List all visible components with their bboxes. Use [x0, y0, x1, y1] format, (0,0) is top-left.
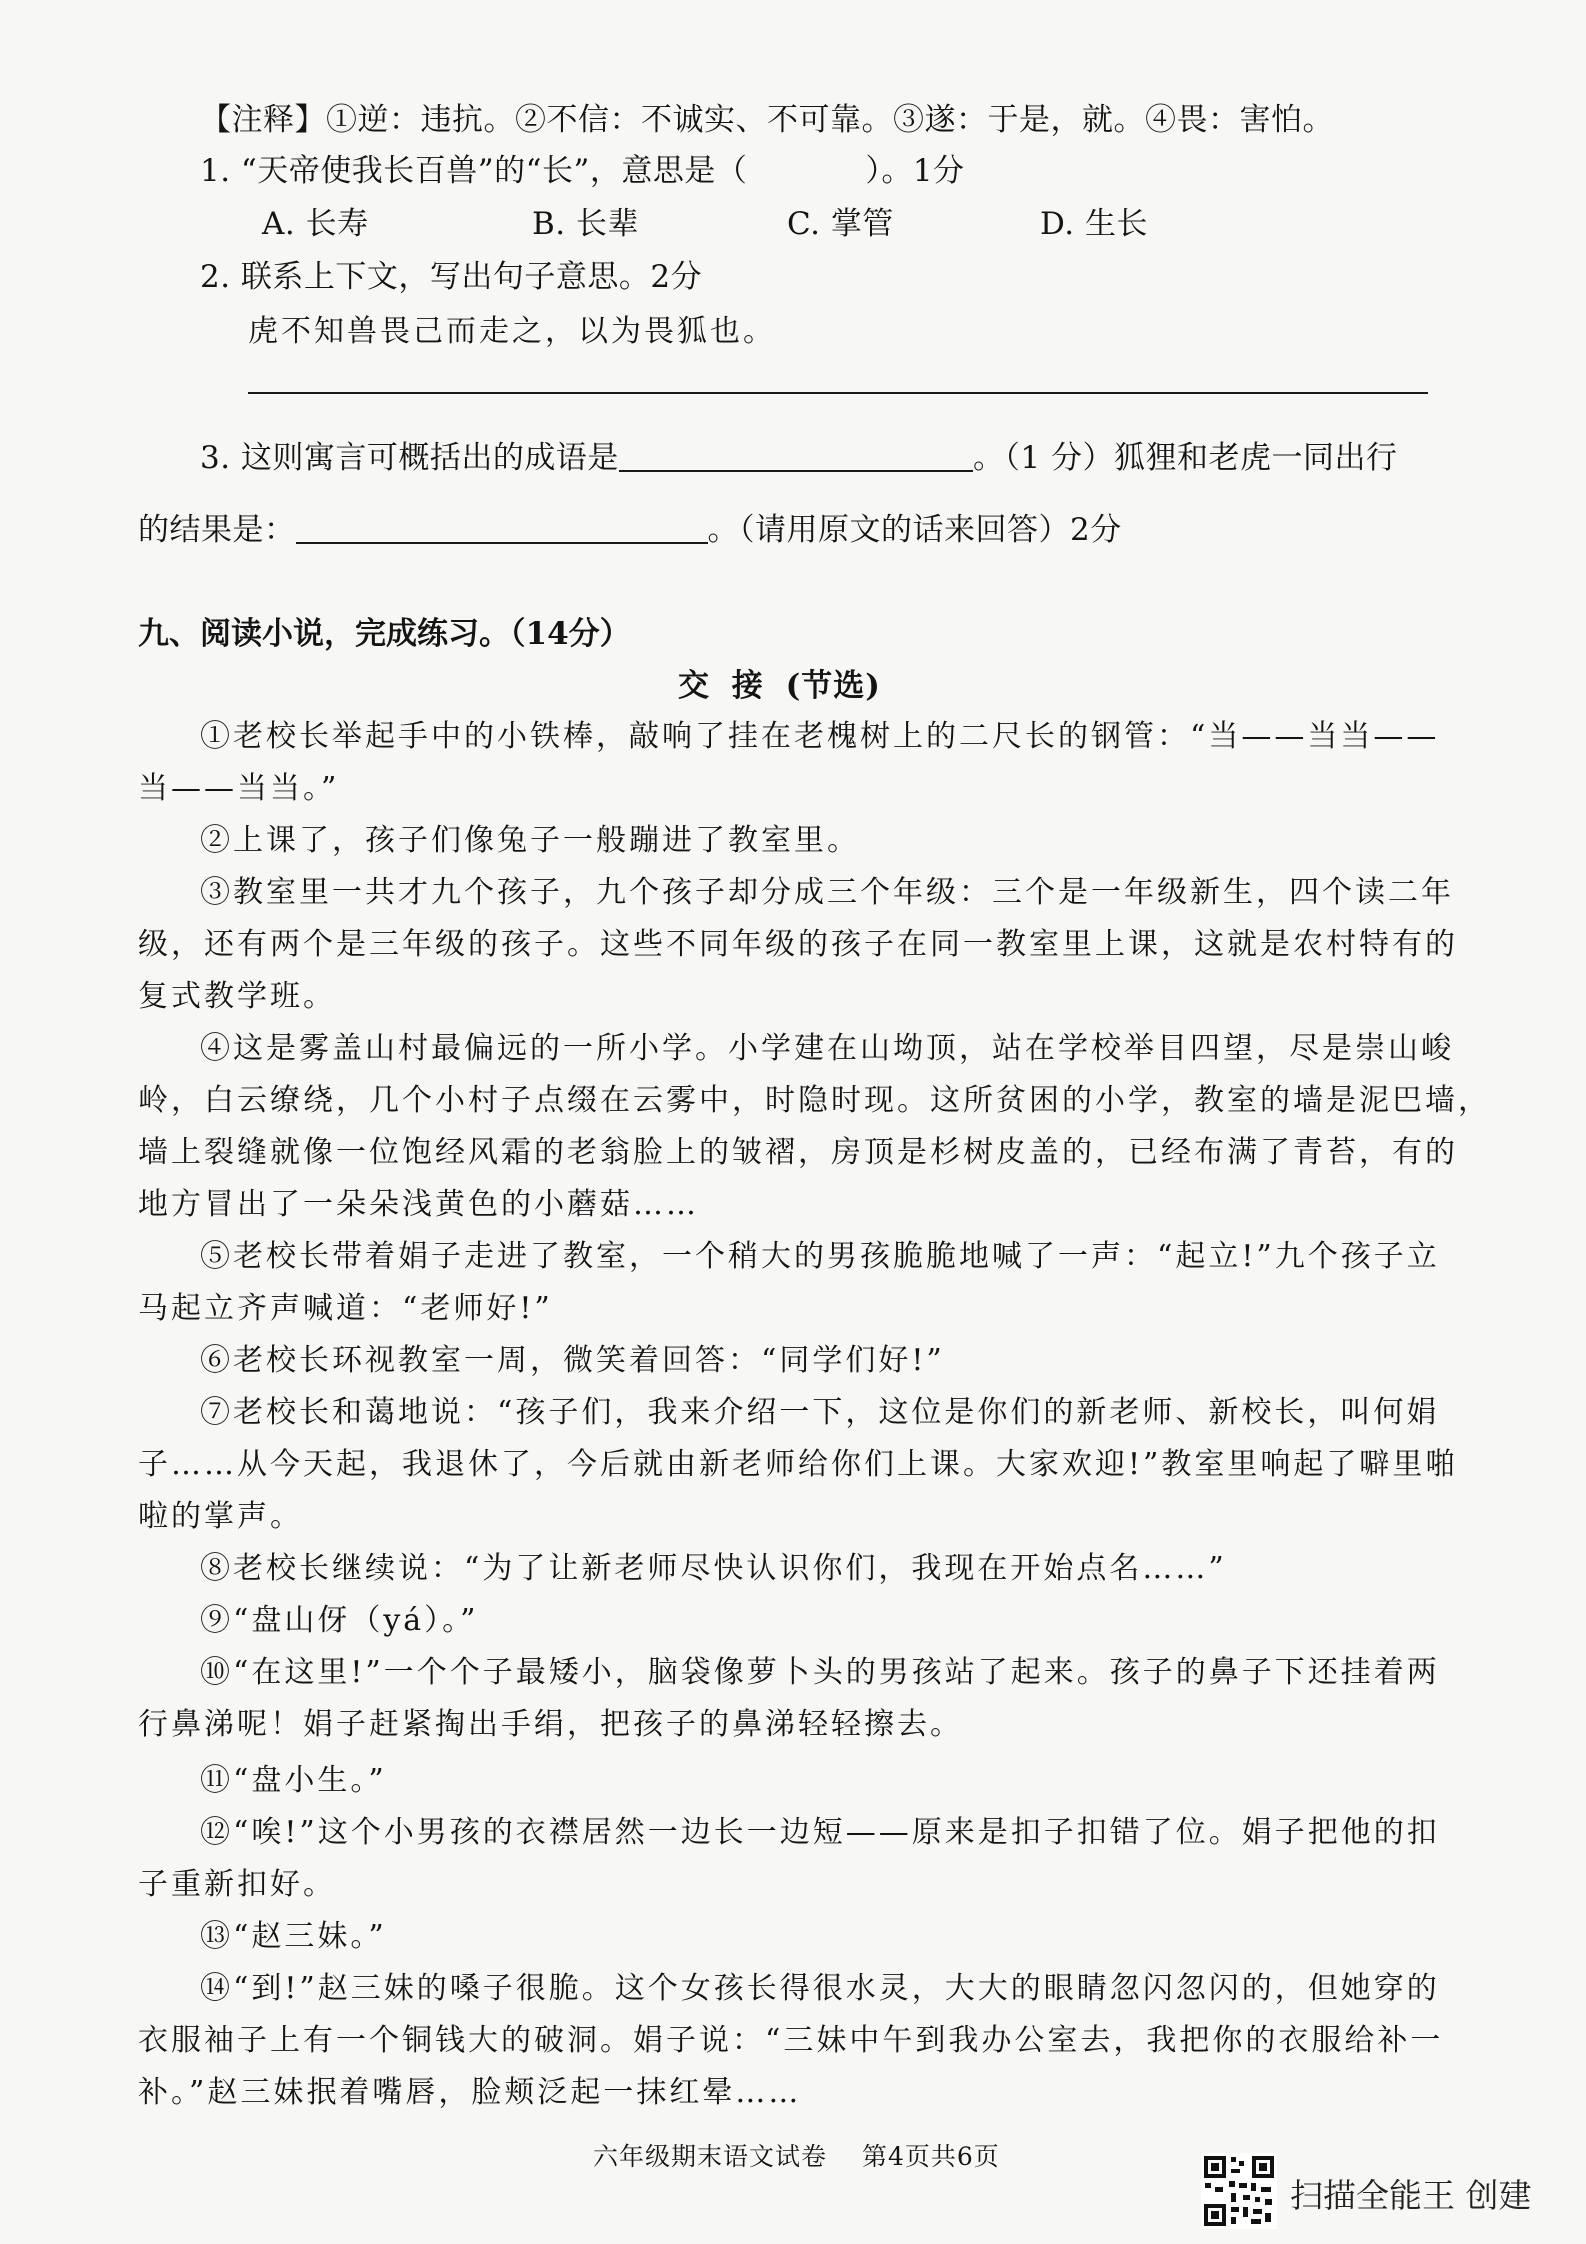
passage-line: 马起立齐声喊道：“老师好!”	[138, 1291, 553, 1326]
passage-line: ⑨“盘山伢（yá）。”	[200, 1603, 479, 1638]
passage-line: ⑪“盘小生。”	[200, 1763, 387, 1798]
page-footer: 六年级期末语文试卷 第4页共6页	[593, 2142, 1000, 2171]
passage-line: 岭，白云缭绕，几个小村子点缀在云雾中，时隐时现。这所贫困的小学，教室的墙是泥巴墙，	[138, 1083, 1491, 1118]
scanner-watermark: 扫描全能王 创建	[1290, 2176, 1532, 2215]
option-d[interactable]: D. 生长	[1040, 206, 1148, 242]
passage-line: ①老校长举起手中的小铁棒，敲响了挂在老槐树上的二尺长的钢管：“当——当当——	[200, 719, 1440, 754]
question-3-part-3: 的结果是：	[138, 512, 296, 548]
question-3-part-2: 。（1 分）狐狸和老虎一同出行	[972, 440, 1398, 476]
passage-line: 墙上裂缝就像一位饱经风霜的老翁脸上的皱褶，房顶是杉树皮盖的，已经布满了青苔，有的	[138, 1135, 1458, 1170]
passage-line: ③教室里一共才九个孩子，九个孩子却分成三个年级：三个是一年级新生，四个读二年	[200, 875, 1454, 910]
passage-line: ⑧老校长继续说：“为了让新老师尽快认识你们，我现在开始点名……”	[200, 1551, 1227, 1586]
passage-line: 子重新扣好。	[138, 1867, 336, 1902]
passage-title-main: 交 接	[678, 668, 769, 704]
passage-title	[678, 660, 881, 705]
question-3-part-4: 。（请用原文的话来回答）2分	[707, 512, 1122, 548]
passage-line: 啦的掌声。	[138, 1499, 303, 1534]
passage-line: ④这是雾盖山村最偏远的一所小学。小学建在山坳顶，站在学校举目四望，尽是崇山峻	[200, 1031, 1454, 1066]
annotation: 【注释】①逆：违抗。②不信：不诚实、不可靠。③遂：于是，就。④畏：害怕。	[200, 102, 1334, 138]
qr-code-icon	[1201, 2153, 1277, 2229]
passage-title-sub: (节选)	[785, 668, 881, 704]
passage-line: ⑩“在这里!”一个个子最矮小，脑袋像萝卜头的男孩站了起来。孩子的鼻子下还挂着两	[200, 1655, 1440, 1690]
passage-line: 当——当当。”	[138, 771, 340, 806]
passage-line: ⑭“到!”赵三妹的嗓子很脆。这个女孩长得很水灵，大大的眼睛忽闪忽闪的，但她穿的	[200, 1971, 1440, 2006]
question-1	[200, 145, 965, 190]
question-1-suffix: ）。1分	[865, 153, 965, 189]
option-a[interactable]: A. 长寿	[262, 206, 369, 242]
option-c[interactable]: C. 掌管	[787, 206, 894, 242]
passage-line: ⑫“唉!”这个小男孩的衣襟居然一边长一边短——原来是扣子扣错了位。娟子把他的扣	[200, 1815, 1440, 1850]
passage-line: 补。”赵三妹抿着嘴唇，脸颊泛起一抹红晕……	[138, 2075, 802, 2110]
passage-line: 子……从今天起，我退休了，今后就由新老师给你们上课。大家欢迎!”教室里响起了噼里啪	[138, 1447, 1459, 1482]
passage-line: ⑥老校长环视教室一周，微笑着回答：“同学们好!”	[200, 1343, 945, 1378]
passage-line: 衣服袖子上有一个铜钱大的破洞。娟子说：“三妹中午到我办公室去，我把你的衣服给补一	[138, 2023, 1444, 2058]
question-2-label: 2. 联系上下文，写出句子意思。2分	[200, 259, 703, 295]
question-3-line-2	[138, 504, 1122, 549]
question-1-prefix: 1. “天帝使我长百兽”的“长”，意思是（	[200, 153, 748, 189]
section-9-heading: 九、阅读小说，完成练习。（14分）	[138, 616, 631, 652]
passage-line: 地方冒出了一朵朵浅黄色的小蘑菇……	[138, 1187, 699, 1222]
question-3-line-1	[200, 432, 1398, 477]
passage-line: ⑤老校长带着娟子走进了教室，一个稍大的男孩脆脆地喊了一声：“起立!”九个孩子立	[200, 1239, 1440, 1274]
answer-line-2[interactable]	[248, 392, 1428, 394]
question-3-part-1: 3. 这则寓言可概括出的成语是	[200, 440, 619, 476]
passage-line: ②上课了，孩子们像兔子一般蹦进了教室里。	[200, 823, 860, 858]
passage-line: 级，还有两个是三年级的孩子。这些不同年级的孩子在同一教室里上课，这就是农村特有的	[138, 927, 1458, 962]
passage-line: ⑦老校长和蔼地说：“孩子们，我来介绍一下，这位是你们的新老师、新校长，叫何娟	[200, 1395, 1440, 1430]
option-b[interactable]: B. 长辈	[532, 206, 639, 242]
answer-blank-idiom[interactable]	[619, 440, 973, 472]
passage-line: 行鼻涕呢！娟子赶紧掏出手绢，把孩子的鼻涕轻轻擦去。	[138, 1707, 963, 1742]
passage-line: 复式教学班。	[138, 979, 336, 1014]
question-2-sentence: 虎不知兽畏己而走之，以为畏狐也。	[248, 314, 776, 349]
answer-blank-result[interactable]	[296, 512, 708, 544]
passage-line: ⑬“赵三妹。”	[200, 1919, 387, 1954]
